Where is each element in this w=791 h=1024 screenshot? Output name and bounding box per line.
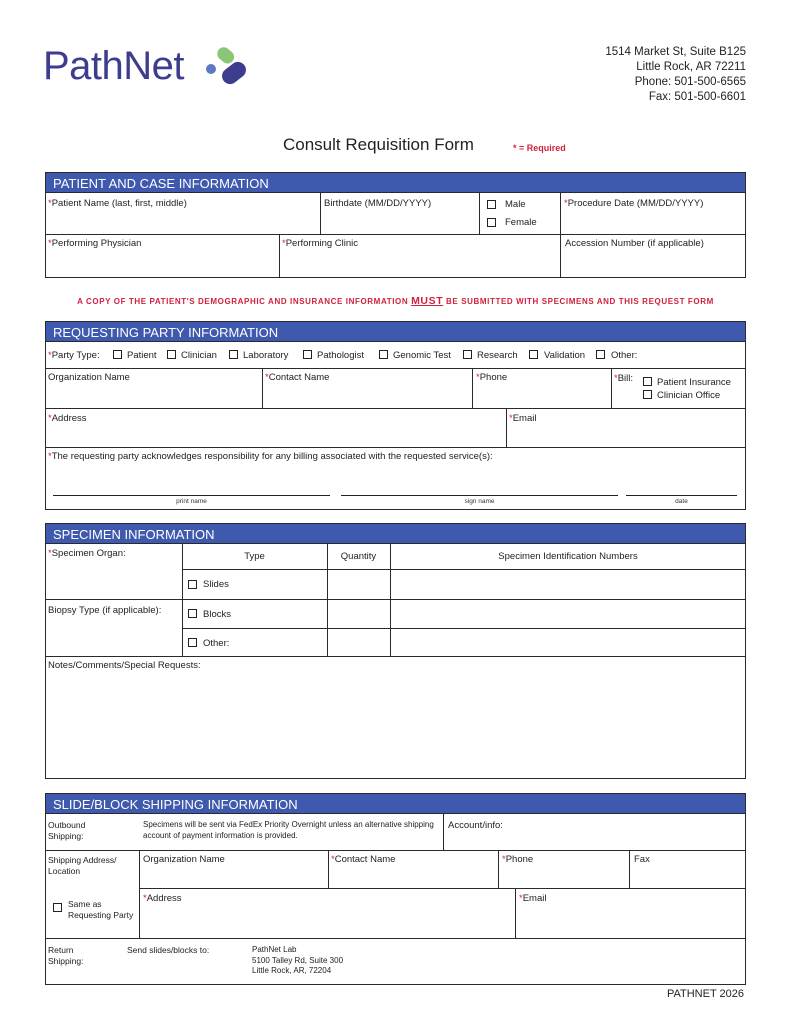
footer-text: PATHNET 2026 — [666, 988, 744, 1000]
lab-address-line3: Little Rock, AR, 72204 — [252, 966, 332, 975]
ship-address-field[interactable]: *Address — [143, 893, 182, 904]
bill-clinician-office-checkbox[interactable] — [643, 390, 652, 399]
ship-organization-name-field[interactable]: Organization Name — [143, 854, 225, 865]
specimen-section-header: SPECIMEN INFORMATION — [45, 523, 746, 544]
ship-email-field[interactable]: *Email — [519, 893, 547, 904]
bill-patient-insurance-label: Patient Insurance — [657, 377, 731, 388]
ship-contact-name-field[interactable]: *Contact Name — [331, 854, 396, 865]
lab-address-line2: 5100 Talley Rd, Suite 300 — [252, 955, 344, 965]
party-genomic-test-checkbox[interactable] — [379, 350, 388, 359]
party-type-label: *Party Type: — [48, 350, 100, 361]
print-name-line[interactable] — [53, 495, 330, 496]
requesting-section-header: REQUESTING PARTY INFORMATION — [45, 321, 746, 342]
type-other-checkbox[interactable] — [188, 638, 197, 647]
form-title: Consult Requisition Form — [283, 135, 474, 154]
requesting-section-box — [45, 341, 746, 510]
date-line[interactable] — [626, 495, 737, 496]
ship-fax-field[interactable]: Fax — [634, 854, 650, 865]
company-address — [605, 45, 746, 105]
outbound-shipping-label: Outbound Shipping: — [48, 820, 86, 841]
party-laboratory-checkbox[interactable] — [229, 350, 238, 359]
pathnet-logo: PathNet — [43, 44, 185, 88]
demographics-warning: A COPY OF THE PATIENT'S DEMOGRAPHIC AND INSURANCE INFORMATION MUST BE SUBMITTED WITH SPECIMENS AND THIS REQUEST FORM — [77, 295, 714, 307]
party-validation-label: Validation — [544, 350, 586, 361]
req-address-field[interactable]: *Address — [48, 413, 87, 424]
address-phone: Phone: 501-500-6565 — [634, 76, 746, 88]
sign-name-caption: sign name — [464, 498, 495, 505]
party-laboratory-label: Laboratory — [243, 350, 289, 361]
bill-patient-insurance-checkbox[interactable] — [643, 377, 652, 386]
patient-name-field[interactable]: *Patient Name (last, first, middle) — [48, 198, 187, 209]
shipping-section-header: SLIDE/BLOCK SHIPPING INFORMATION — [45, 793, 746, 814]
specimen-organ-field[interactable]: *Specimen Organ: — [48, 548, 126, 559]
lab-address-line1: PathNet Lab — [252, 945, 297, 954]
print-name-caption: print name — [176, 498, 207, 505]
bill-clinician-office-label: Clinician Office — [657, 390, 721, 401]
req-email-field[interactable]: *Email — [509, 413, 537, 424]
return-shipping-label: Return Shipping: — [48, 945, 84, 966]
sign-name-line[interactable] — [341, 495, 618, 496]
male-label: Male — [505, 199, 526, 210]
female-label: Female — [505, 217, 537, 228]
birthdate-field[interactable]: Birthdate (MM/DD/YYYY) — [324, 198, 432, 209]
party-pathologist-label: Pathologist — [317, 350, 365, 361]
billing-acknowledgement: *The requesting party acknowledges responsibility for any billing associated with the requested service(s): — [48, 451, 493, 462]
account-info-field[interactable]: Account/info: — [448, 820, 503, 831]
party-research-checkbox[interactable] — [463, 350, 472, 359]
party-other-checkbox[interactable] — [596, 350, 605, 359]
party-pathologist-checkbox[interactable] — [303, 350, 312, 359]
performing-clinic-field[interactable]: *Performing Clinic — [282, 238, 359, 249]
pathnet-logo-mark-icon — [203, 44, 251, 90]
party-patient-checkbox[interactable] — [113, 350, 122, 359]
biopsy-type-field[interactable]: Biopsy Type (if applicable): — [48, 605, 162, 616]
notes-field[interactable]: Notes/Comments/Special Requests: — [48, 660, 201, 671]
party-patient-label: Patient — [127, 350, 157, 361]
shipping-address-label: Shipping Address/ Location — [48, 855, 117, 876]
send-to-label: Send slides/blocks to: — [127, 945, 210, 955]
party-clinician-checkbox[interactable] — [167, 350, 176, 359]
blocks-checkbox[interactable] — [188, 609, 197, 618]
female-checkbox[interactable] — [487, 218, 496, 227]
req-phone-field[interactable]: *Phone — [476, 372, 508, 383]
col-type-header: Type — [244, 551, 265, 562]
procedure-date-field[interactable]: *Procedure Date (MM/DD/YYYY) — [564, 198, 704, 209]
same-as-requesting-checkbox[interactable] — [53, 903, 62, 912]
bill-label: *Bill: — [614, 373, 634, 384]
party-genomic-test-label: Genomic Test — [393, 350, 451, 361]
type-other-label: Other: — [203, 638, 230, 649]
male-checkbox[interactable] — [487, 200, 496, 209]
req-contact-name-field[interactable]: *Contact Name — [265, 372, 330, 383]
col-ids-header: Specimen Identification Numbers — [498, 551, 638, 562]
party-validation-checkbox[interactable] — [529, 350, 538, 359]
party-clinician-label: Clinician — [181, 350, 217, 361]
same-as-requesting-label: Same as Requesting Party — [68, 899, 134, 920]
req-organization-name-field[interactable]: Organization Name — [48, 372, 130, 383]
party-research-label: Research — [477, 350, 518, 361]
blocks-label: Blocks — [203, 609, 231, 620]
lab-address — [252, 945, 343, 977]
slides-label: Slides — [203, 579, 229, 590]
ship-phone-field[interactable]: *Phone — [502, 854, 534, 865]
required-note: * = Required — [513, 143, 566, 153]
slides-checkbox[interactable] — [188, 580, 197, 589]
address-line2: Little Rock, AR 72211 — [636, 61, 746, 73]
accession-number-field[interactable]: Accession Number (if applicable) — [565, 238, 704, 249]
col-quantity-header: Quantity — [340, 551, 377, 562]
patient-section-header: PATIENT AND CASE INFORMATION — [45, 172, 746, 193]
date-caption: date — [675, 498, 688, 505]
address-line1: 1514 Market St, Suite B125 — [605, 46, 746, 58]
party-other-label: Other: — [611, 350, 638, 361]
address-fax: Fax: 501-500-6601 — [648, 91, 746, 103]
fedex-note: Specimens will be sent via FedEx Priority Overnight unless an alternative shipping account of payment information is provided. — [143, 820, 434, 840]
performing-physician-field[interactable]: *Performing Physician — [48, 238, 142, 249]
